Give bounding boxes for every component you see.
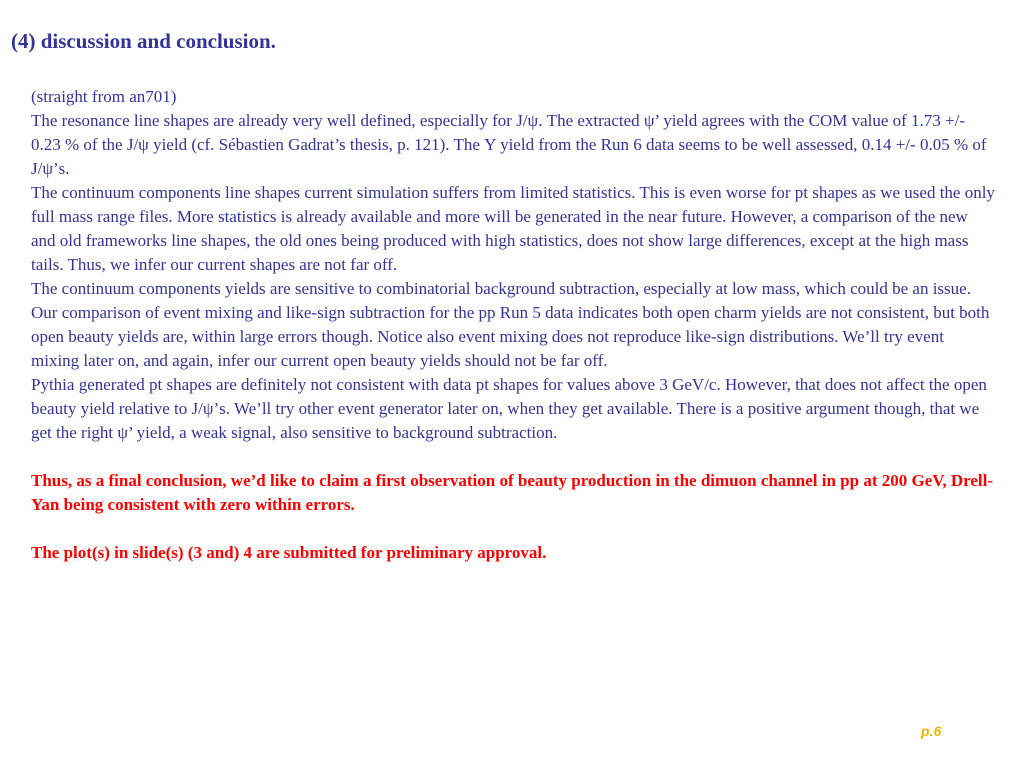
paragraph-resonance: The resonance line shapes are already very well defined, especially for J/ψ. The extracted ψ’ yield agrees with the COM value of 1.73 +/- 0.23 % of the J/ψ yield (cf. Sébastien Gadrat’s thesis, p. 121). The Υ yield from the Run 6 data seems to be well assessed, 0.14 +/- 0.05 % of J/ψ’s. — [31, 111, 987, 178]
slide-body — [31, 85, 996, 565]
paragraph-continuum-shapes: The continuum components line shapes current simulation suffers from limited statistics. This is even worse for pt shapes as we used the only full mass range files. More statistics is already available and more will be generated in the near future. However, a comparison of the new and old frameworks line shapes, the old ones being produced with high statistics, does not show large differences, except at the high mass tails. Thus, we infer our current shapes are not far off. — [31, 183, 995, 274]
paragraph-pythia: Pythia generated pt shapes are definitely not consistent with data pt shapes for values above 3 GeV/c. However, that does not affect the open beauty yield relative to J/ψ’s. We’ll try other event generator later on, when they get available. There is a positive argument though, that we get the right ψ’ yield, a weak signal, also sensitive to background subtraction. — [31, 375, 987, 442]
final-conclusion: Thus, as a final conclusion, we’d like to claim a first observation of beauty production in the dimuon channel in pp at 200 GeV, Drell-Yan being consistent with zero within errors. — [31, 471, 994, 514]
source-note: (straight from an701) — [31, 87, 177, 106]
paragraph-continuum-yields: The continuum components yields are sensitive to combinatorial background subtraction, especially at low mass, which could be an issue. Our comparison of event mixing and like-sign subtraction for the pp Run 5 data indicates both open charm yields are not consistent, but both open beauty yields are, within large errors though. Notice also event mixing does not reproduce like-sign distributions. We’ll try event mixing later on, and again, infer our current open beauty yields should not be far off. — [31, 279, 990, 370]
spacer — [31, 517, 996, 541]
spacer — [31, 445, 996, 469]
slide-title: (4) discussion and conclusion. — [11, 29, 276, 53]
approval-note: The plot(s) in slide(s) (3 and) 4 are submitted for preliminary approval. — [31, 543, 547, 562]
page-number: p.6 — [921, 723, 942, 739]
